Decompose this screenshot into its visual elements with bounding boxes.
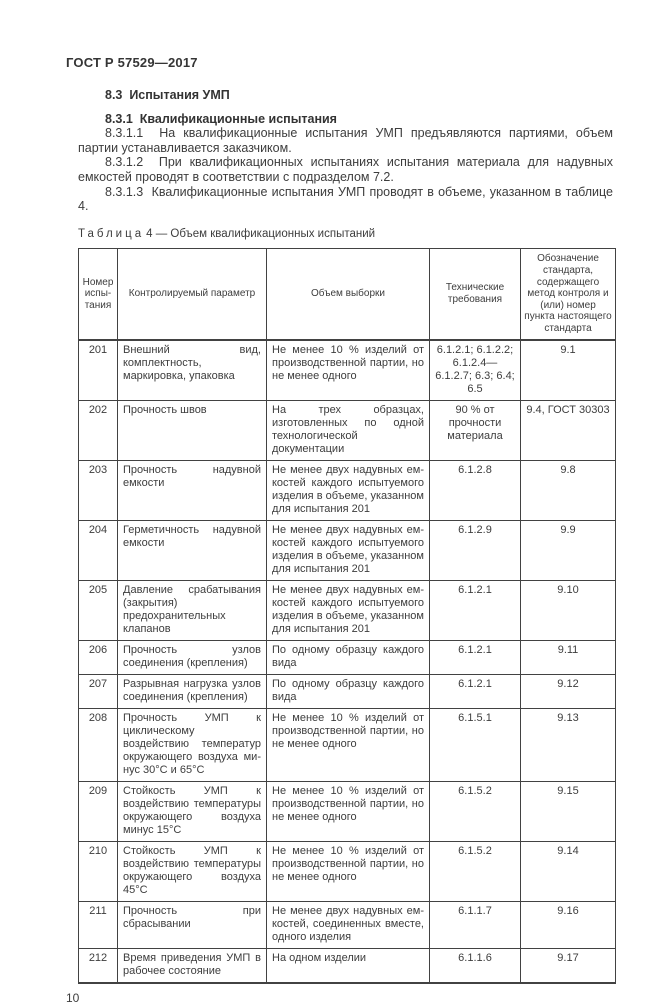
cell-test-number: 204 bbox=[79, 520, 118, 580]
cell-test-number: 212 bbox=[79, 948, 118, 983]
cell-parameter: Давление срабатывания (закрытия) предохранительных клапанов bbox=[118, 580, 267, 640]
cell-sample-size: Не менее двух надувных емкостей каждого испытуемого изделия в объеме, указанном для испытания 201 bbox=[267, 520, 430, 580]
column-header-tech-requirements: Технические требования bbox=[430, 249, 521, 340]
table-header bbox=[79, 249, 616, 340]
cell-standard-ref: 9.10 bbox=[521, 580, 616, 640]
cell-test-number: 206 bbox=[79, 640, 118, 674]
cell-test-number: 208 bbox=[79, 708, 118, 781]
table-caption-label: Таблица bbox=[78, 228, 144, 240]
cell-tech-requirements: 90 % от прочности материала bbox=[430, 400, 521, 460]
cell-parameter: Прочность узлов соединения (крепления) bbox=[118, 640, 267, 674]
cell-parameter: Прочность надувной емкости bbox=[118, 460, 267, 520]
table-row bbox=[79, 708, 616, 781]
cell-standard-ref: 9.8 bbox=[521, 460, 616, 520]
cell-parameter: Внешний вид, комплектность, маркировка, упаковка bbox=[118, 340, 267, 401]
cell-tech-requirements: 6.1.2.9 bbox=[430, 520, 521, 580]
cell-test-number: 211 bbox=[79, 901, 118, 948]
table-row bbox=[79, 901, 616, 948]
subsection-heading: 8.3.1 Квалификационные испытания bbox=[105, 112, 613, 127]
cell-test-number: 205 bbox=[79, 580, 118, 640]
cell-test-number: 202 bbox=[79, 400, 118, 460]
column-header-parameter: Контролируемый параметр bbox=[118, 249, 267, 340]
cell-sample-size: Не менее 10 % изделий от производственной партии, но не менее одного bbox=[267, 340, 430, 401]
cell-tech-requirements: 6.1.1.7 bbox=[430, 901, 521, 948]
cell-tech-requirements: 6.1.2.1 bbox=[430, 640, 521, 674]
cell-parameter: Герметичность надувной емкости bbox=[118, 520, 267, 580]
table-caption bbox=[78, 227, 613, 242]
cell-sample-size: Не менее двух надувных емкостей, соединенных вместе, одного изделия bbox=[267, 901, 430, 948]
page-number: 10 bbox=[66, 991, 613, 1005]
cell-standard-ref: 9.12 bbox=[521, 674, 616, 708]
cell-tech-requirements: 6.1.5.2 bbox=[430, 781, 521, 841]
cell-tech-requirements: 6.1.2.1 bbox=[430, 580, 521, 640]
cell-standard-ref: 9.15 bbox=[521, 781, 616, 841]
content-area bbox=[78, 88, 613, 1005]
table-caption-title: Объем квалификационных испытаний bbox=[170, 228, 375, 240]
table-row bbox=[79, 841, 616, 901]
column-header-sample-size: Объем выборки bbox=[267, 249, 430, 340]
cell-parameter: Стойкость УМП к воздействию температуры окружающего воздуха 45°С bbox=[118, 841, 267, 901]
table-row bbox=[79, 948, 616, 983]
cell-standard-ref: 9.13 bbox=[521, 708, 616, 781]
qualification-tests-table bbox=[78, 248, 616, 983]
table-caption-dash: — bbox=[156, 228, 168, 240]
table-row bbox=[79, 674, 616, 708]
cell-sample-size: Не менее двух надувных емкостей каждого испытуемого изделия в объеме, указанном для испытания 201 bbox=[267, 460, 430, 520]
cell-test-number: 210 bbox=[79, 841, 118, 901]
table-row bbox=[79, 781, 616, 841]
cell-test-number: 203 bbox=[79, 460, 118, 520]
table-row bbox=[79, 580, 616, 640]
table-row bbox=[79, 400, 616, 460]
cell-test-number: 201 bbox=[79, 340, 118, 401]
cell-sample-size: Не менее 10 % изделий от производственной партии, но не менее одного bbox=[267, 841, 430, 901]
cell-parameter: Прочность УМП к циклическому воздействию температур окружающего воздуха минус 30°С и 65°С bbox=[118, 708, 267, 781]
cell-sample-size: Не менее двух надувных емкостей каждого испытуемого изделия в объеме, указанном для испытания 201 bbox=[267, 580, 430, 640]
cell-parameter: Время приведения УМП в рабочее состояние bbox=[118, 948, 267, 983]
table-row bbox=[79, 340, 616, 401]
cell-test-number: 209 bbox=[79, 781, 118, 841]
cell-tech-requirements: 6.1.1.6 bbox=[430, 948, 521, 983]
paragraph: 8.3.1.2 При квалификационных испытаниях испытания материала для надувных емкостей проводят в соответствии с подразделом 7.2. bbox=[78, 155, 613, 184]
cell-standard-ref: 9.1 bbox=[521, 340, 616, 401]
cell-standard-ref: 9.14 bbox=[521, 841, 616, 901]
cell-standard-ref: 9.17 bbox=[521, 948, 616, 983]
paragraph: 8.3.1.1 На квалификационные испытания УМП предъявляются партиями, объем партии устанавливается заказчиком. bbox=[78, 126, 613, 155]
cell-standard-ref: 9.16 bbox=[521, 901, 616, 948]
cell-tech-requirements: 6.1.2.8 bbox=[430, 460, 521, 520]
table-row bbox=[79, 460, 616, 520]
cell-tech-requirements: 6.1.2.1; 6.1.2.2; 6.1.2.4—6.1.2.7; 6.3; 6.4; 6.5 bbox=[430, 340, 521, 401]
section-heading: 8.3 Испытания УМП bbox=[105, 88, 613, 103]
document-code-header: ГОСТ Р 57529—2017 bbox=[66, 55, 198, 70]
paragraph: 8.3.1.3 Квалификационные испытания УМП проводят в объеме, указанном в таблице 4. bbox=[78, 185, 613, 214]
cell-tech-requirements: 6.1.5.1 bbox=[430, 708, 521, 781]
cell-sample-size: Не менее 10 % изделий от производственной партии, но не менее одного bbox=[267, 781, 430, 841]
cell-parameter: Прочность при сбрасывании bbox=[118, 901, 267, 948]
paragraphs-container bbox=[78, 126, 613, 214]
table-header-row bbox=[79, 249, 616, 340]
cell-sample-size: Не менее 10 % изделий от производственной партии, но не менее одного bbox=[267, 708, 430, 781]
column-header-standard-ref: Обозначение стандарта, содержащего метод контроля и (или) номер пункта настоящего стандарта bbox=[521, 249, 616, 340]
table-row bbox=[79, 520, 616, 580]
cell-sample-size: По одному образцу каждого вида bbox=[267, 674, 430, 708]
cell-standard-ref: 9.11 bbox=[521, 640, 616, 674]
cell-sample-size: На трех образцах, изготовленных по одной технологической документации bbox=[267, 400, 430, 460]
table-body bbox=[79, 340, 616, 983]
cell-parameter: Стойкость УМП к воздействию температуры окружающего воздуха минус 15°С bbox=[118, 781, 267, 841]
cell-parameter: Разрывная нагрузка узлов соединения (крепления) bbox=[118, 674, 267, 708]
cell-test-number: 207 bbox=[79, 674, 118, 708]
table-row bbox=[79, 640, 616, 674]
cell-standard-ref: 9.9 bbox=[521, 520, 616, 580]
column-header-test-number: Номер испытания bbox=[79, 249, 118, 340]
cell-tech-requirements: 6.1.5.2 bbox=[430, 841, 521, 901]
cell-sample-size: По одному образцу каждого вида bbox=[267, 640, 430, 674]
cell-sample-size: На одном изделии bbox=[267, 948, 430, 983]
cell-parameter: Прочность швов bbox=[118, 400, 267, 460]
table-caption-number: 4 bbox=[146, 228, 152, 240]
cell-tech-requirements: 6.1.2.1 bbox=[430, 674, 521, 708]
cell-standard-ref: 9.4, ГОСТ 30303 bbox=[521, 400, 616, 460]
